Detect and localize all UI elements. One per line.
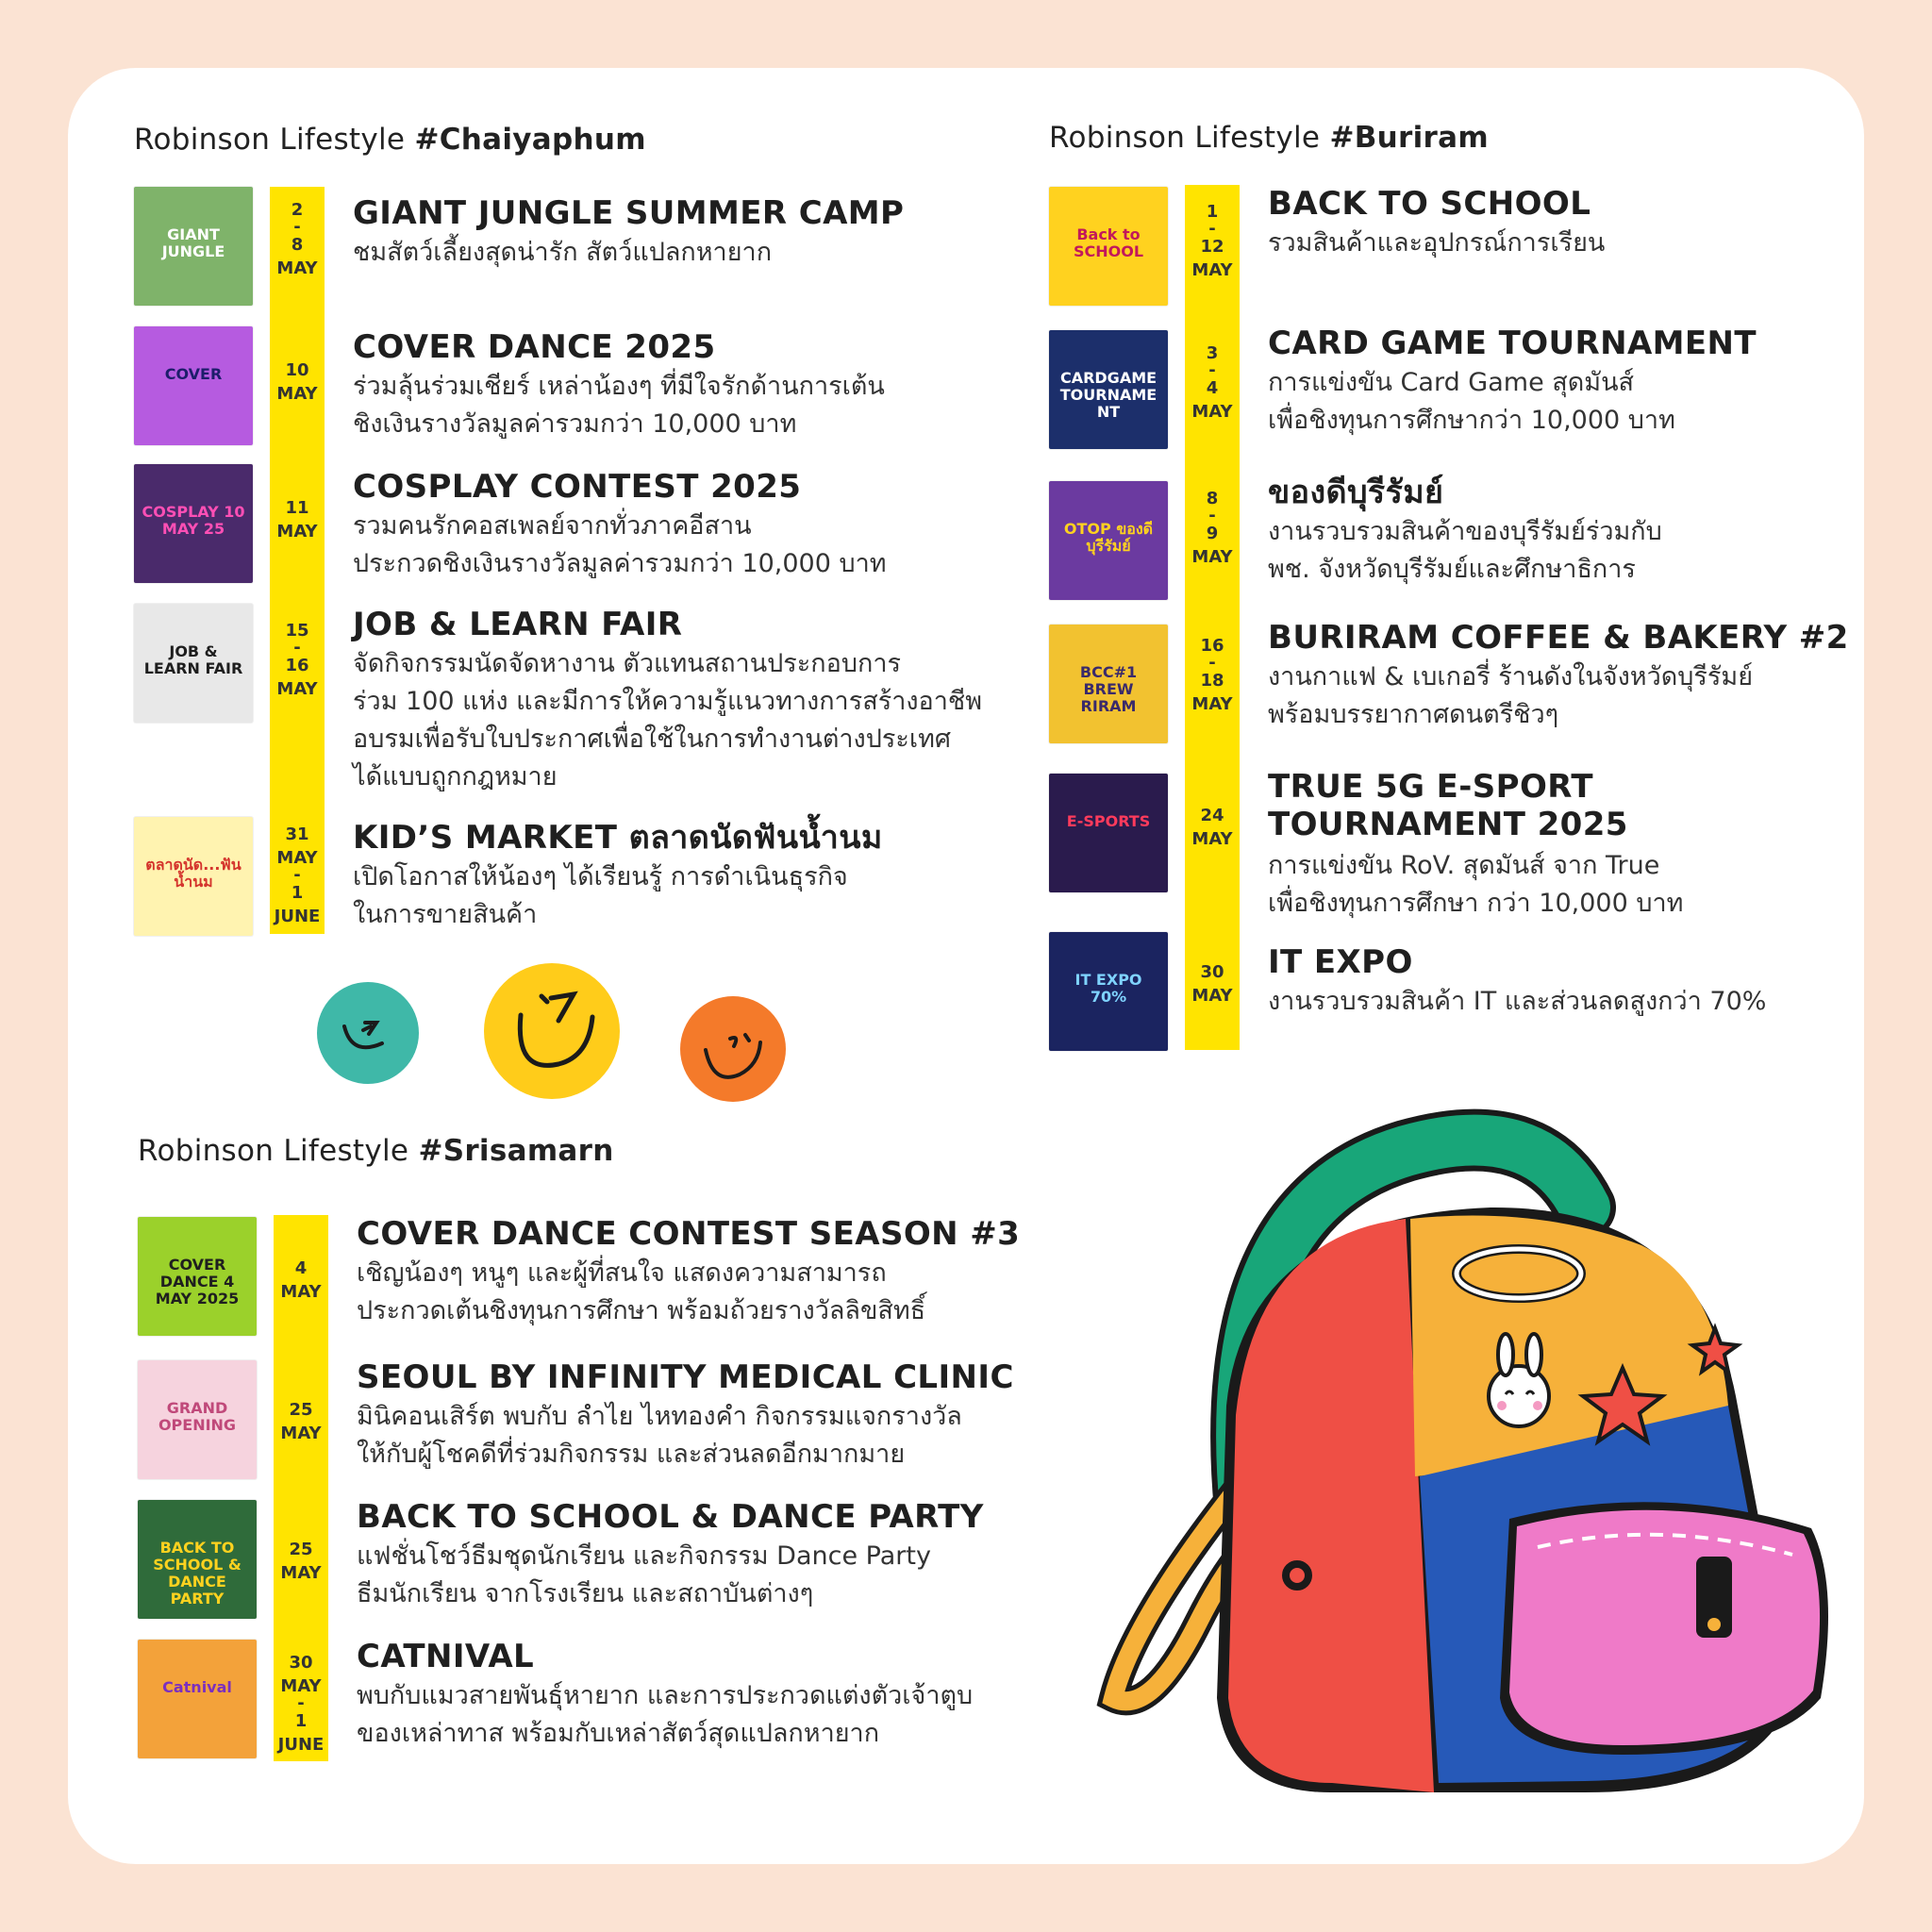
date-part: 1: [294, 1711, 308, 1731]
section-title-hashtag: #Srisamarn: [418, 1134, 614, 1168]
event-title: [357, 1638, 534, 1675]
event-title-line: COSPLAY CONTEST 2025: [353, 468, 802, 506]
date-part: 1: [1206, 202, 1219, 222]
backpack-illustration: [1094, 1094, 1849, 1811]
event-title: [353, 194, 904, 232]
event-title-line: CATNIVAL: [357, 1638, 535, 1675]
date-part: 4: [294, 1258, 308, 1278]
event-description-line: พร้อมบรรยากาศดนตรีชิวๆ: [1268, 700, 1559, 729]
poster-label: CARDGAME TOURNAMENT: [1059, 369, 1158, 421]
date-part: MAY: [276, 384, 318, 404]
event-poster-thumbnail[interactable]: [134, 604, 253, 723]
event-date: [270, 823, 325, 928]
event-title-line: COVER DANCE 2025: [353, 328, 716, 366]
date-separator: -: [293, 638, 301, 658]
yellow-smiley-icon: [483, 962, 621, 1100]
event-description-line: รวมคนรักคอสเพลย์จากทั่วภาคอีสาน: [353, 511, 752, 541]
event-description-line: ร่วมลุ้นร่วมเชียร์ เหล่าน้องๆ ที่มีใจรักด้านการเต้น: [353, 372, 885, 401]
event-date: [270, 358, 325, 406]
event-description: [357, 1255, 925, 1330]
poster-label: ตลาดนัด...ฟันน้ำนม: [145, 856, 242, 891]
event-description-line: งานรวบรวมสินค้า IT และส่วนลดสูงกว่า 70%: [1268, 987, 1767, 1016]
date-part: 11: [285, 498, 309, 518]
event-description: [1268, 364, 1675, 440]
date-part: 3: [1206, 343, 1219, 363]
poster-label: COVER DANCE 4 MAY 2025: [155, 1256, 240, 1307]
date-part: MAY: [1191, 986, 1233, 1006]
date-part: 30: [1200, 962, 1224, 982]
event-description-line: ให้กับผู้โชคดีที่ร่วมกิจกรรม และส่วนลดอีกมากมาย: [357, 1440, 906, 1469]
section-title-hashtag: #Buriram: [1329, 121, 1489, 155]
event-title-line: TRUE 5G E-SPORT: [1268, 768, 1593, 806]
section-title-prefix: Robinson Lifestyle: [134, 123, 415, 157]
poster-label: COVER: [164, 365, 223, 383]
event-description-line: จัดกิจกรรมนัดจัดหางาน ตัวแทนสถานประกอบการ: [353, 649, 902, 678]
poster-label: Back to SCHOOL: [1073, 225, 1144, 260]
date-part: 25: [289, 1400, 313, 1420]
section-title: [1049, 121, 1489, 155]
date-part: MAY: [276, 258, 318, 278]
event-date: [270, 198, 325, 280]
event-date: [1185, 341, 1240, 424]
event-title: [1268, 185, 1591, 223]
event-description: [357, 1538, 931, 1613]
date-part: MAY: [1191, 402, 1233, 422]
date-part: MAY: [276, 679, 318, 699]
date-separator: -: [1208, 653, 1216, 673]
date-part: 31: [285, 824, 309, 844]
event-description-line: พบกับแมวสายพันธุ์หายาก และการประกวดแต่งตัวเจ้าตูบ: [357, 1681, 974, 1710]
event-description-line: ได้แบบถูกกฎหมาย: [353, 762, 558, 791]
date-part: MAY: [1191, 260, 1233, 280]
event-title-line: CARD GAME TOURNAMENT: [1268, 325, 1757, 362]
date-part: 10: [285, 360, 309, 380]
date-part: 30: [289, 1653, 313, 1673]
event-poster-thumbnail[interactable]: [1049, 481, 1168, 600]
date-separator: -: [1208, 506, 1216, 525]
event-description: [353, 508, 887, 583]
event-description: [1268, 658, 1753, 734]
event-description-line: รวมสินค้าและอุปกรณ์การเรียน: [1268, 228, 1606, 258]
poster-label: JOB & LEARN FAIR: [143, 642, 243, 677]
event-title: [353, 819, 883, 857]
event-title: [357, 1215, 1020, 1253]
event-description-line: ชมสัตว์เลี้ยงสุดน่ารัก สัตว์แปลกหายาก: [353, 238, 773, 267]
event-poster-thumbnail[interactable]: [1049, 932, 1168, 1051]
event-title: [353, 606, 682, 643]
event-description-line: แฟชั่นโชว์ธีมชุดนักเรียน และกิจกรรม Dance Party: [357, 1541, 931, 1571]
event-description-line: การแข่งขัน Card Game สุดมันส์: [1268, 368, 1635, 397]
event-poster-thumbnail[interactable]: [134, 187, 253, 306]
event-description-line: งานกาแฟ & เบเกอรี่ ร้านดังในจังหวัดบุรีรัมย์: [1268, 662, 1754, 691]
date-separator: -: [293, 217, 301, 237]
event-poster-thumbnail[interactable]: [1049, 774, 1168, 892]
event-date: [274, 1398, 328, 1445]
date-separator: -: [297, 1693, 305, 1713]
event-description-line: ประกวดเต้นชิงทุนการศึกษา พร้อมถ้วยรางวัลลิขสิทธิ์: [357, 1296, 926, 1325]
event-description: [357, 1398, 962, 1474]
date-part: JUNE: [277, 1735, 325, 1755]
event-description: [353, 645, 982, 796]
date-part: MAY: [1191, 547, 1233, 567]
date-part: 1: [291, 883, 304, 903]
date-part: MAY: [280, 1563, 322, 1583]
event-title: [357, 1498, 984, 1536]
event-description: [1268, 983, 1766, 1021]
event-description-line: ของเหล่าทาส พร้อมกับเหล่าสัตว์สุดแปลกหายาก: [357, 1719, 880, 1748]
date-part: MAY: [276, 522, 318, 541]
event-date: [274, 1538, 328, 1585]
date-part: MAY: [1191, 829, 1233, 849]
event-title-line: BACK TO SCHOOL: [1268, 185, 1591, 223]
teal-smiley-icon: [316, 981, 420, 1085]
event-description: [357, 1677, 973, 1753]
date-part: 16: [285, 656, 309, 675]
event-description: [1268, 513, 1662, 589]
orange-smiley-icon: [679, 995, 787, 1103]
event-poster-thumbnail[interactable]: [134, 464, 253, 583]
event-description: [1268, 847, 1683, 923]
event-title: [357, 1358, 1014, 1396]
date-part: 4: [1206, 378, 1219, 398]
event-title-line: ของดีบุรีรัมย์: [1268, 474, 1444, 511]
event-poster-thumbnail[interactable]: [1049, 187, 1168, 306]
poster-label: GIANT JUNGLE: [161, 225, 225, 260]
date-part: MAY: [280, 1282, 322, 1302]
event-title: [1268, 619, 1849, 657]
event-title-line: BURIRAM COFFEE & BAKERY #2: [1268, 619, 1849, 657]
event-poster-thumbnail[interactable]: [138, 1640, 257, 1758]
event-poster-thumbnail[interactable]: [138, 1217, 257, 1336]
section-chaiyaphum: [134, 123, 1002, 953]
poster-label: OTOP ของดีบุรีรัมย์: [1063, 520, 1154, 555]
event-title: [1268, 768, 1628, 843]
date-part: 24: [1200, 806, 1224, 825]
date-part: 8: [1206, 489, 1219, 508]
date-part: 9: [1206, 524, 1219, 543]
date-part: 2: [291, 200, 304, 220]
event-title: [353, 468, 801, 506]
event-poster-thumbnail[interactable]: [1049, 330, 1168, 449]
event-description-line: ประกวดชิงเงินรางวัลมูลค่ารวมกว่า 10,000 บาท: [353, 549, 887, 578]
event-date: [270, 496, 325, 543]
event-description-line: ในการขายสินค้า: [353, 900, 538, 929]
event-description-line: เปิดโอกาสให้น้องๆ ได้เรียนรู้ การดำเนินธุรกิจ: [353, 862, 848, 891]
date-part: JUNE: [274, 907, 321, 926]
event-title: [1268, 325, 1757, 362]
event-description-line: ชิงเงินรางวัลมูลค่ารวมกว่า 10,000 บาท: [353, 409, 797, 439]
event-description-line: อบรมเพื่อรับใบประกาศเพื่อใช้ในการทำงานต่างประเทศ: [353, 724, 951, 754]
event-date: [1185, 487, 1240, 569]
event-date: [270, 619, 325, 701]
date-part: 25: [289, 1540, 313, 1559]
event-description-line: เพื่อชิงทุนการศึกษา กว่า 10,000 บาท: [1268, 889, 1684, 918]
date-part: MAY: [280, 1676, 322, 1696]
date-separator: -: [293, 865, 301, 885]
date-part: MAY: [276, 848, 318, 868]
section-srisamarn: [138, 1134, 1021, 1775]
poster-label: BCC#1 BREW RIRAM: [1079, 663, 1138, 715]
poster-label: E-SPORTS: [1066, 812, 1151, 830]
event-date: [274, 1257, 328, 1304]
event-title-line: TOURNAMENT 2025: [1268, 806, 1628, 843]
date-separator: -: [1208, 219, 1216, 239]
event-title: [1268, 474, 1443, 511]
event-title: [1268, 943, 1413, 981]
event-poster-thumbnail[interactable]: [138, 1360, 257, 1479]
event-poster-thumbnail[interactable]: [134, 817, 253, 936]
event-description: [353, 234, 772, 272]
date-part: 15: [285, 621, 309, 641]
date-part: 12: [1200, 237, 1224, 257]
event-description-line: การแข่งขัน RoV. สุดมันส์ จาก True: [1268, 851, 1660, 880]
event-description-line: เชิญน้องๆ หนูๆ และผู้ที่สนใจ แสดงความสามารถ: [357, 1258, 887, 1288]
section-title-prefix: Robinson Lifestyle: [138, 1134, 419, 1168]
event-title: [353, 328, 716, 366]
event-title-line: BACK TO SCHOOL & DANCE PARTY: [357, 1498, 984, 1536]
event-date: [274, 1651, 328, 1757]
poster-label: Catnival: [162, 1678, 232, 1696]
event-description-line: มินิคอนเสิร์ต พบกับ ลำไย ไหทองคำ กิจกรรมแจกรางวัล: [357, 1402, 962, 1431]
date-part: 8: [291, 235, 304, 255]
poster-label: IT EXPO 70%: [1074, 971, 1142, 1006]
event-title-line: KID’S MARKET ตลาดนัดฟันน้ำนม: [353, 819, 883, 857]
event-date: [1185, 804, 1240, 851]
event-description: [1268, 225, 1605, 262]
event-poster-thumbnail[interactable]: [138, 1500, 257, 1619]
event-title-line: IT EXPO: [1268, 943, 1413, 981]
section-title-hashtag: #Chaiyaphum: [414, 123, 646, 157]
event-description-line: งานรวบรวมสินค้าของบุรีรัมย์ร่วมกับ: [1268, 517, 1662, 546]
date-bar: [1185, 185, 1240, 1050]
section-title-prefix: Robinson Lifestyle: [1049, 121, 1330, 155]
event-description-line: ธีมนักเรียน จากโรงเรียน และสถาบันต่างๆ: [357, 1579, 814, 1608]
section-title: [138, 1134, 614, 1168]
event-description-line: ร่วม 100 แห่ง และมีการให้ความรู้แนวทางการสร้างอาชีพ: [353, 687, 983, 716]
poster-label: GRAND OPENING: [158, 1399, 237, 1434]
date-part: MAY: [1191, 694, 1233, 714]
event-description-line: เพื่อชิงทุนการศึกษากว่า 10,000 บาท: [1268, 406, 1675, 435]
poster-label: COSPLAY 10 MAY 25: [142, 503, 245, 538]
date-part: 18: [1200, 671, 1224, 691]
section-buriram: [1049, 121, 1849, 1055]
event-title-line: JOB & LEARN FAIR: [353, 606, 683, 643]
event-title-line: COVER DANCE CONTEST SEASON #3: [357, 1215, 1021, 1253]
event-title-line: SEOUL BY INFINITY MEDICAL CLINIC: [357, 1358, 1014, 1396]
date-part: 16: [1200, 636, 1224, 656]
event-title-line: GIANT JUNGLE SUMMER CAMP: [353, 194, 905, 232]
event-description: [353, 368, 885, 443]
event-date: [1185, 634, 1240, 716]
event-description: [353, 858, 848, 934]
date-part: MAY: [280, 1424, 322, 1443]
event-date: [1185, 960, 1240, 1008]
section-title: [134, 123, 646, 157]
event-poster-thumbnail[interactable]: [1049, 625, 1168, 743]
poster-label: BACK TO SCHOOL & DANCE PARTY: [153, 1539, 242, 1607]
event-description-line: พช. จังหวัดบุรีรัมย์และศึกษาธิการ: [1268, 555, 1636, 584]
event-date: [1185, 200, 1240, 282]
event-poster-thumbnail[interactable]: [134, 326, 253, 445]
date-separator: -: [1208, 360, 1216, 380]
